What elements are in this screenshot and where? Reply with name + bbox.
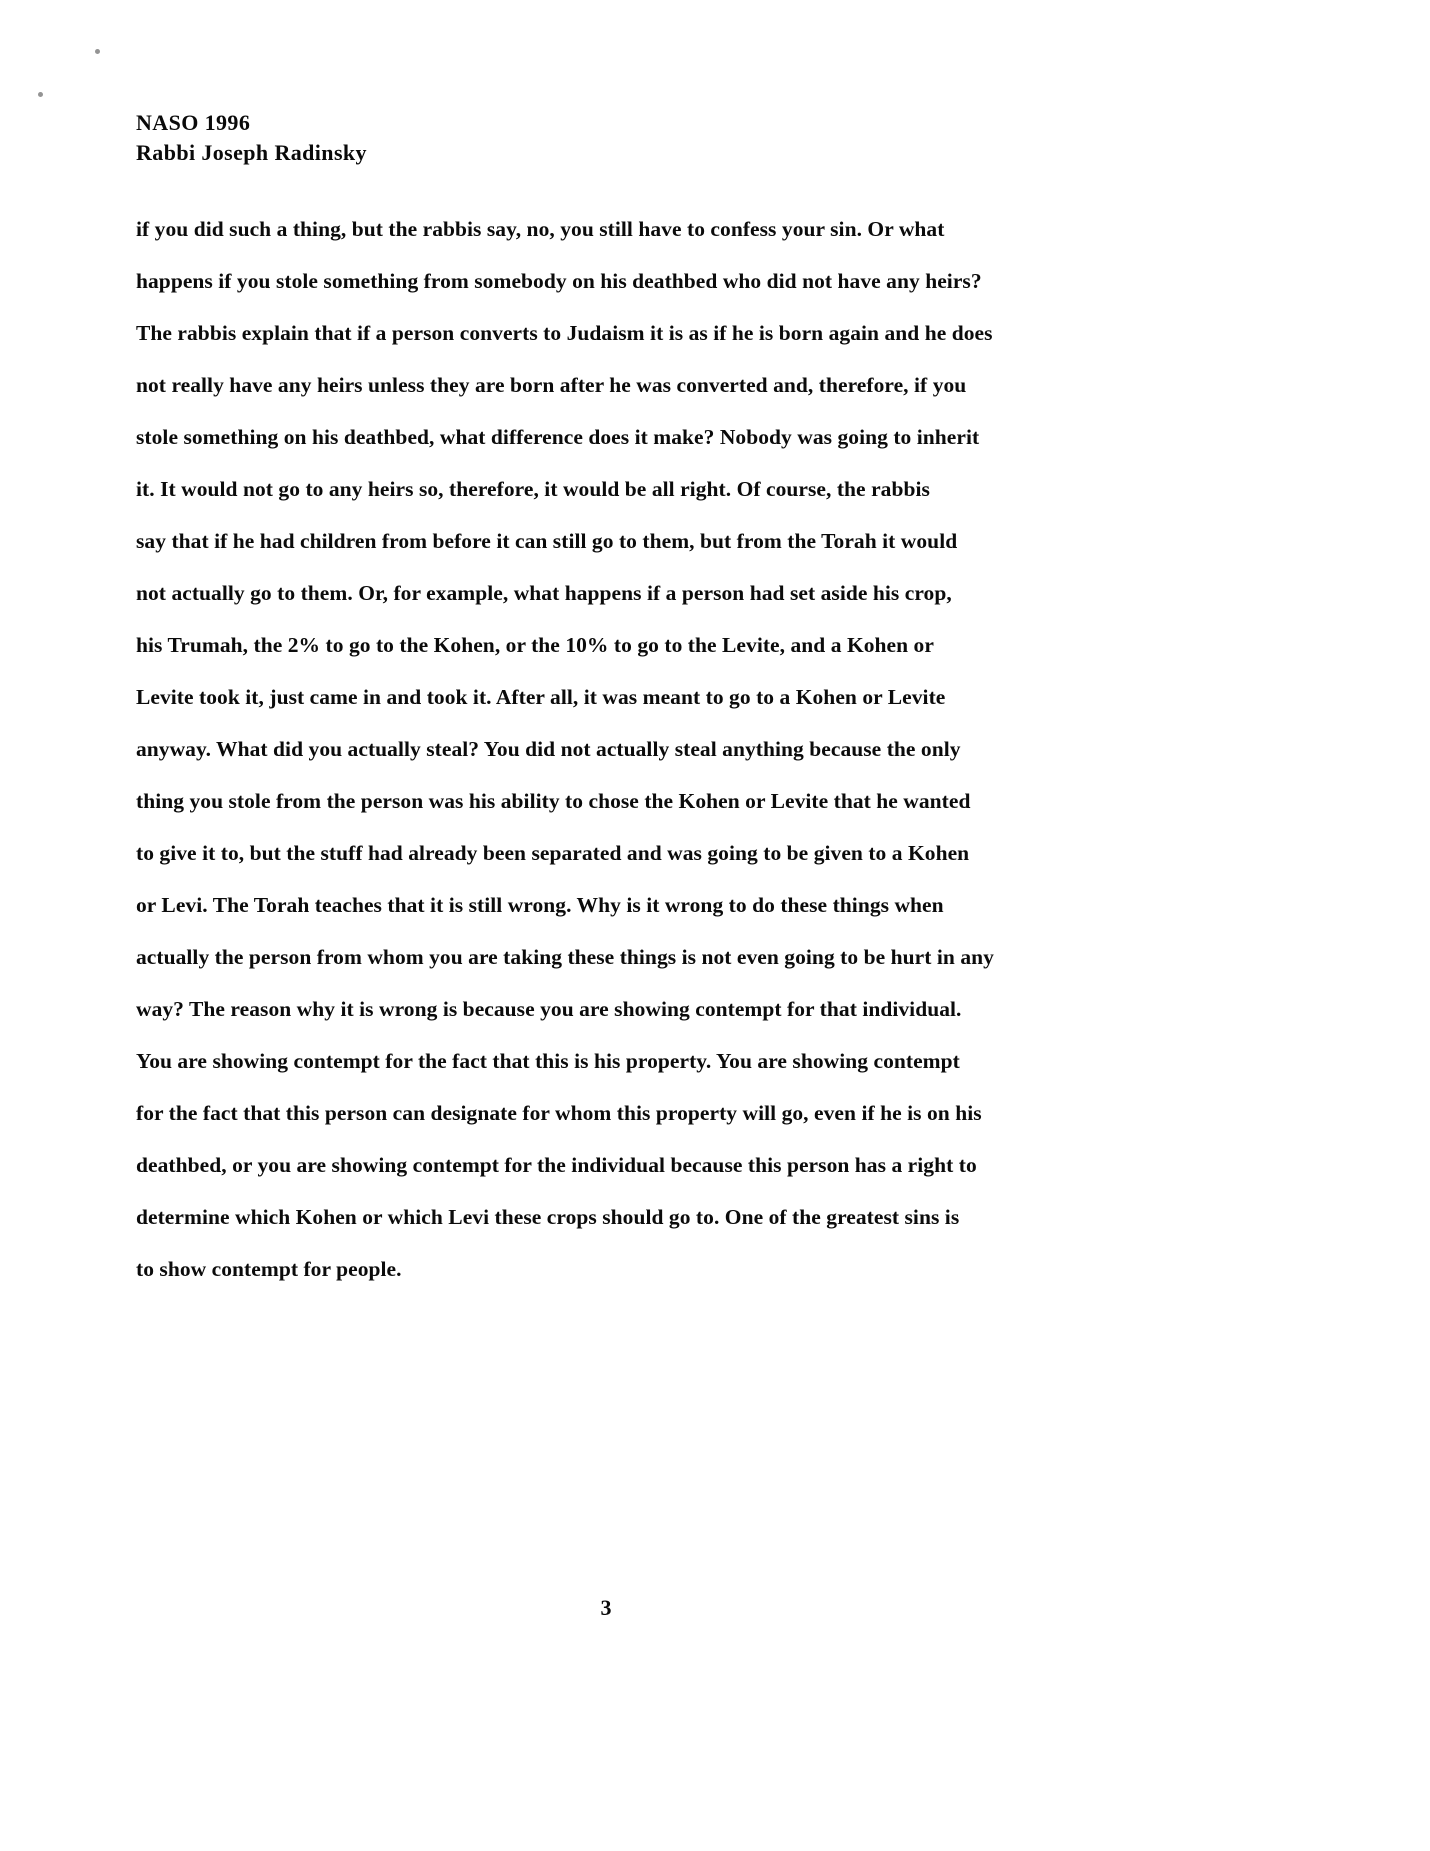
body-line: anyway. What did you actually steal? You did not actually steal anything because the only <box>136 736 961 761</box>
body-line: The rabbis explain that if a person converts to Judaism it is as if he is born again and he does <box>136 320 993 345</box>
scan-speck-icon <box>95 49 100 54</box>
body-line: deathbed, or you are showing contempt for the individual because this person has a right to <box>136 1152 977 1177</box>
document-header <box>136 108 1046 169</box>
body-line: way? The reason why it is wrong is because you are showing contempt for that individual. <box>136 996 962 1021</box>
body-line: determine which Kohen or which Levi these crops should go to. One of the greatest sins is <box>136 1204 960 1229</box>
body-line: if you did such a thing, but the rabbis say, no, you still have to confess your sin. Or what <box>136 216 945 241</box>
body-line: to show contempt for people. <box>136 1256 402 1281</box>
body-line: You are showing contempt for the fact that this is his property. You are showing contempt <box>136 1048 960 1073</box>
body-line: say that if he had children from before it can still go to them, but from the Torah it would <box>136 528 958 553</box>
body-line: not actually go to them. Or, for example, what happens if a person had set aside his crop, <box>136 580 952 605</box>
body-line: actually the person from whom you are taking these things is not even going to be hurt in any <box>136 944 994 969</box>
body-line: his Trumah, the 2% to go to the Kohen, or the 10% to go to the Levite, and a Kohen or <box>136 632 934 657</box>
body-line: thing you stole from the person was his ability to chose the Kohen or Levite that he wanted <box>136 788 971 813</box>
page-title: NASO 1996 <box>136 110 251 135</box>
scan-speck-icon <box>38 92 43 97</box>
page-number: 3 <box>600 1595 612 1620</box>
body-line: for the fact that this person can designate for whom this property will go, even if he is on his <box>136 1100 982 1125</box>
body-paragraph <box>136 203 1046 1295</box>
page-content <box>136 108 1046 1295</box>
body-line: to give it to, but the stuff had already been separated and was going to be given to a Kohen <box>136 840 970 865</box>
body-line: it. It would not go to any heirs so, therefore, it would be all right. Of course, the rabbis <box>136 476 930 501</box>
body-line: stole something on his deathbed, what difference does it make? Nobody was going to inherit <box>136 424 980 449</box>
body-line: not really have any heirs unless they are born after he was converted and, therefore, if you <box>136 372 967 397</box>
body-line: or Levi. The Torah teaches that it is still wrong. Why is it wrong to do these things when <box>136 892 944 917</box>
author-name: Rabbi Joseph Radinsky <box>136 140 367 166</box>
body-line: Levite took it, just came in and took it. After all, it was meant to go to a Kohen or Levite <box>136 684 946 709</box>
body-line: happens if you stole something from somebody on his deathbed who did not have any heirs? <box>136 268 982 293</box>
